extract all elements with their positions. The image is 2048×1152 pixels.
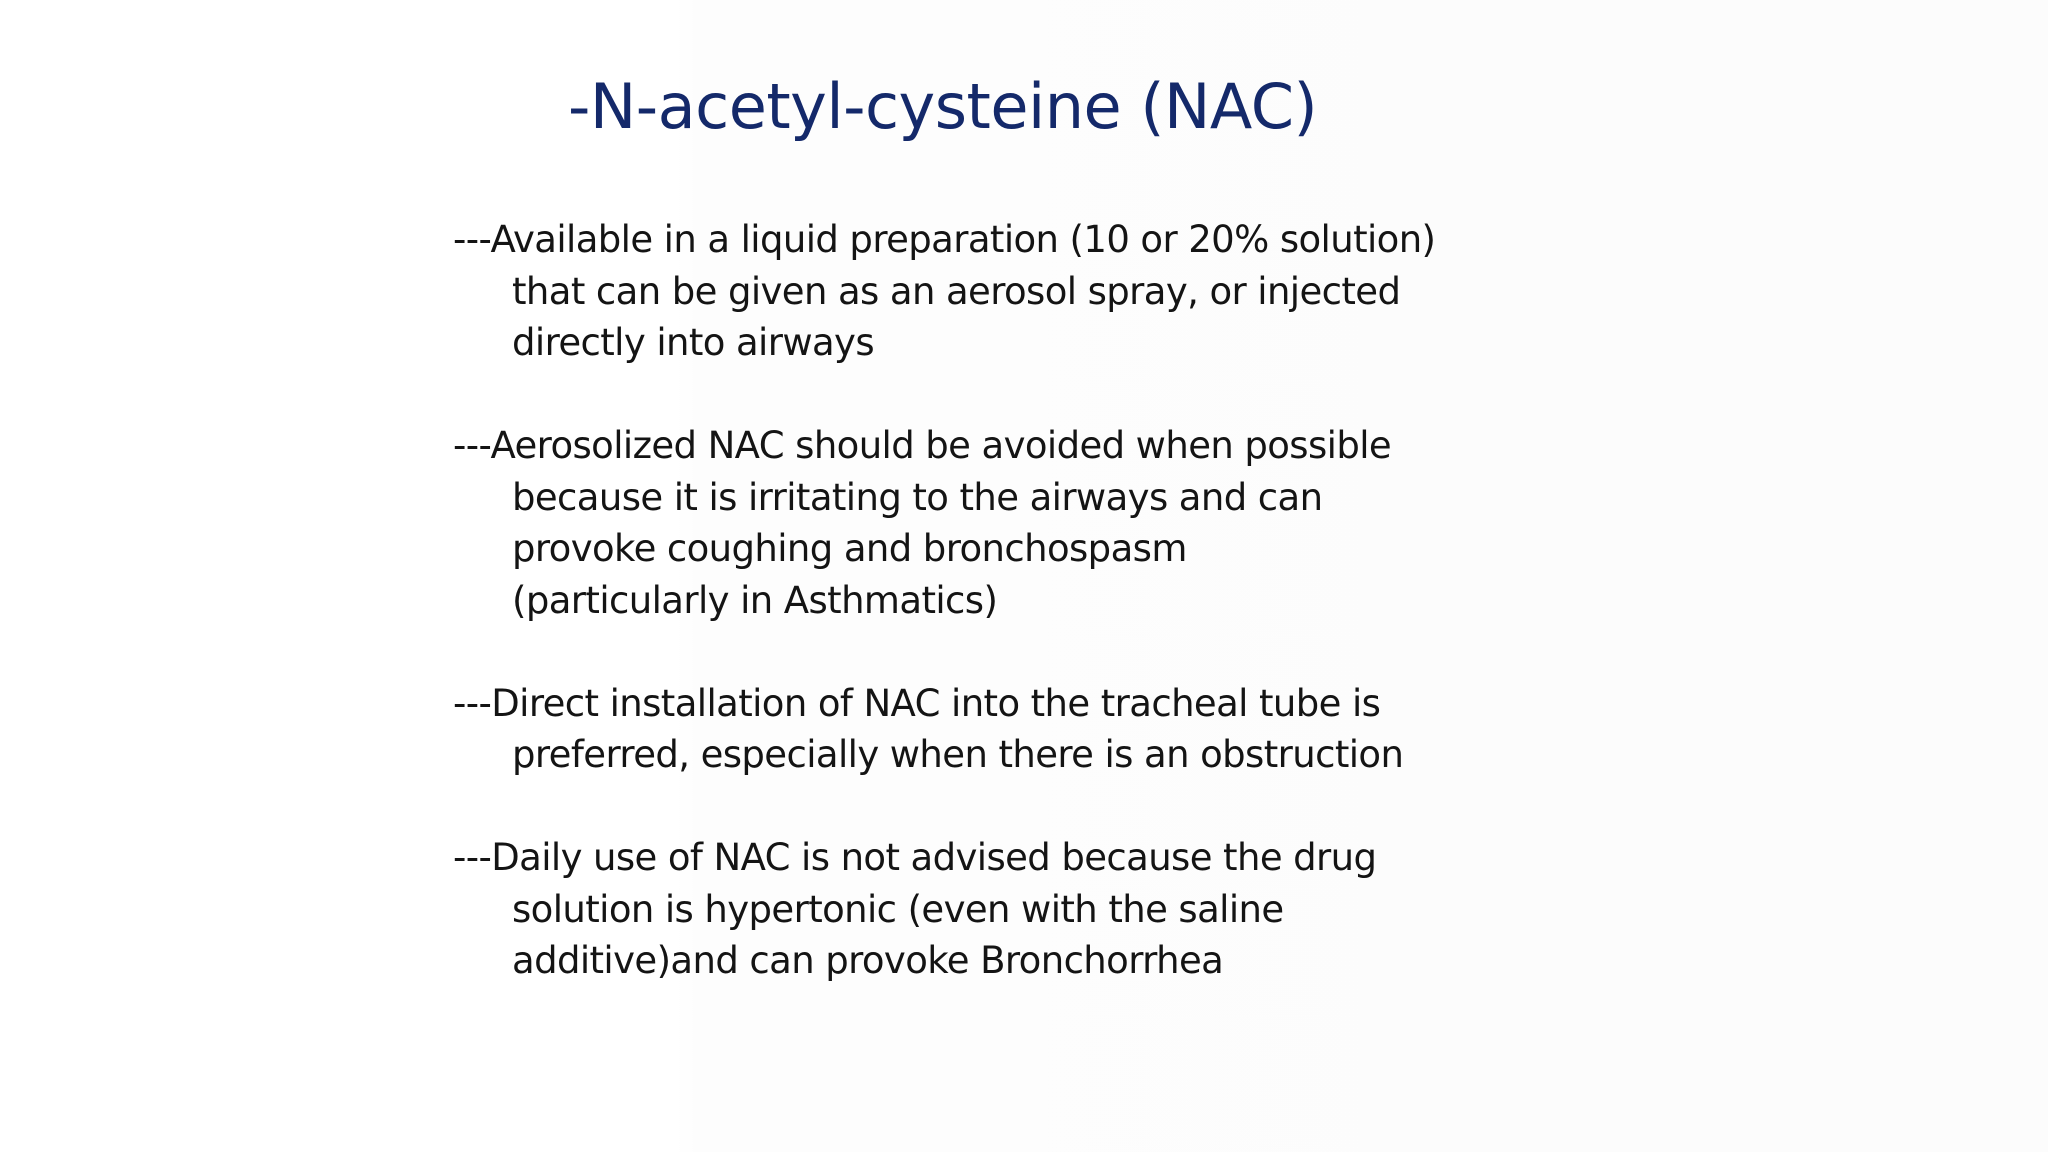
paragraph-line: ---Available in a liquid preparation (10 or 20% solution) (453, 218, 1436, 261)
slide-body (453, 214, 1553, 1038)
paragraph-daily-use (453, 832, 1553, 987)
paragraph-line: directly into airways (512, 321, 875, 364)
paragraph-line: that can be given as an aerosol spray, or injected (512, 269, 1401, 313)
paragraph-line: (particularly in Asthmatics) (512, 578, 998, 622)
paragraph-direct-installation (453, 678, 1553, 781)
slide-title: -N-acetyl-cysteine (NAC) (568, 70, 1318, 143)
paragraph-line: provoke coughing and bronchospasm (512, 527, 1187, 570)
paragraph-line: additive)and can provoke Bronchorrhea (512, 939, 1224, 982)
paragraph-line: ---Direct installation of NAC into the tracheal tube is (453, 681, 1381, 725)
paragraph-availability (453, 214, 1553, 369)
paragraph-line: solution is hypertonic (even with the saline (512, 887, 1284, 931)
paragraph-aerosol-warning (453, 420, 1553, 626)
paragraph-line: preferred, especially when there is an obstruction (512, 733, 1404, 776)
paragraph-line: because it is irritating to the airways and can (512, 475, 1323, 519)
paragraph-line: ---Aerosolized NAC should be avoided when possible (453, 424, 1392, 467)
paragraph-line: ---Daily use of NAC is not advised because the drug (453, 836, 1377, 879)
